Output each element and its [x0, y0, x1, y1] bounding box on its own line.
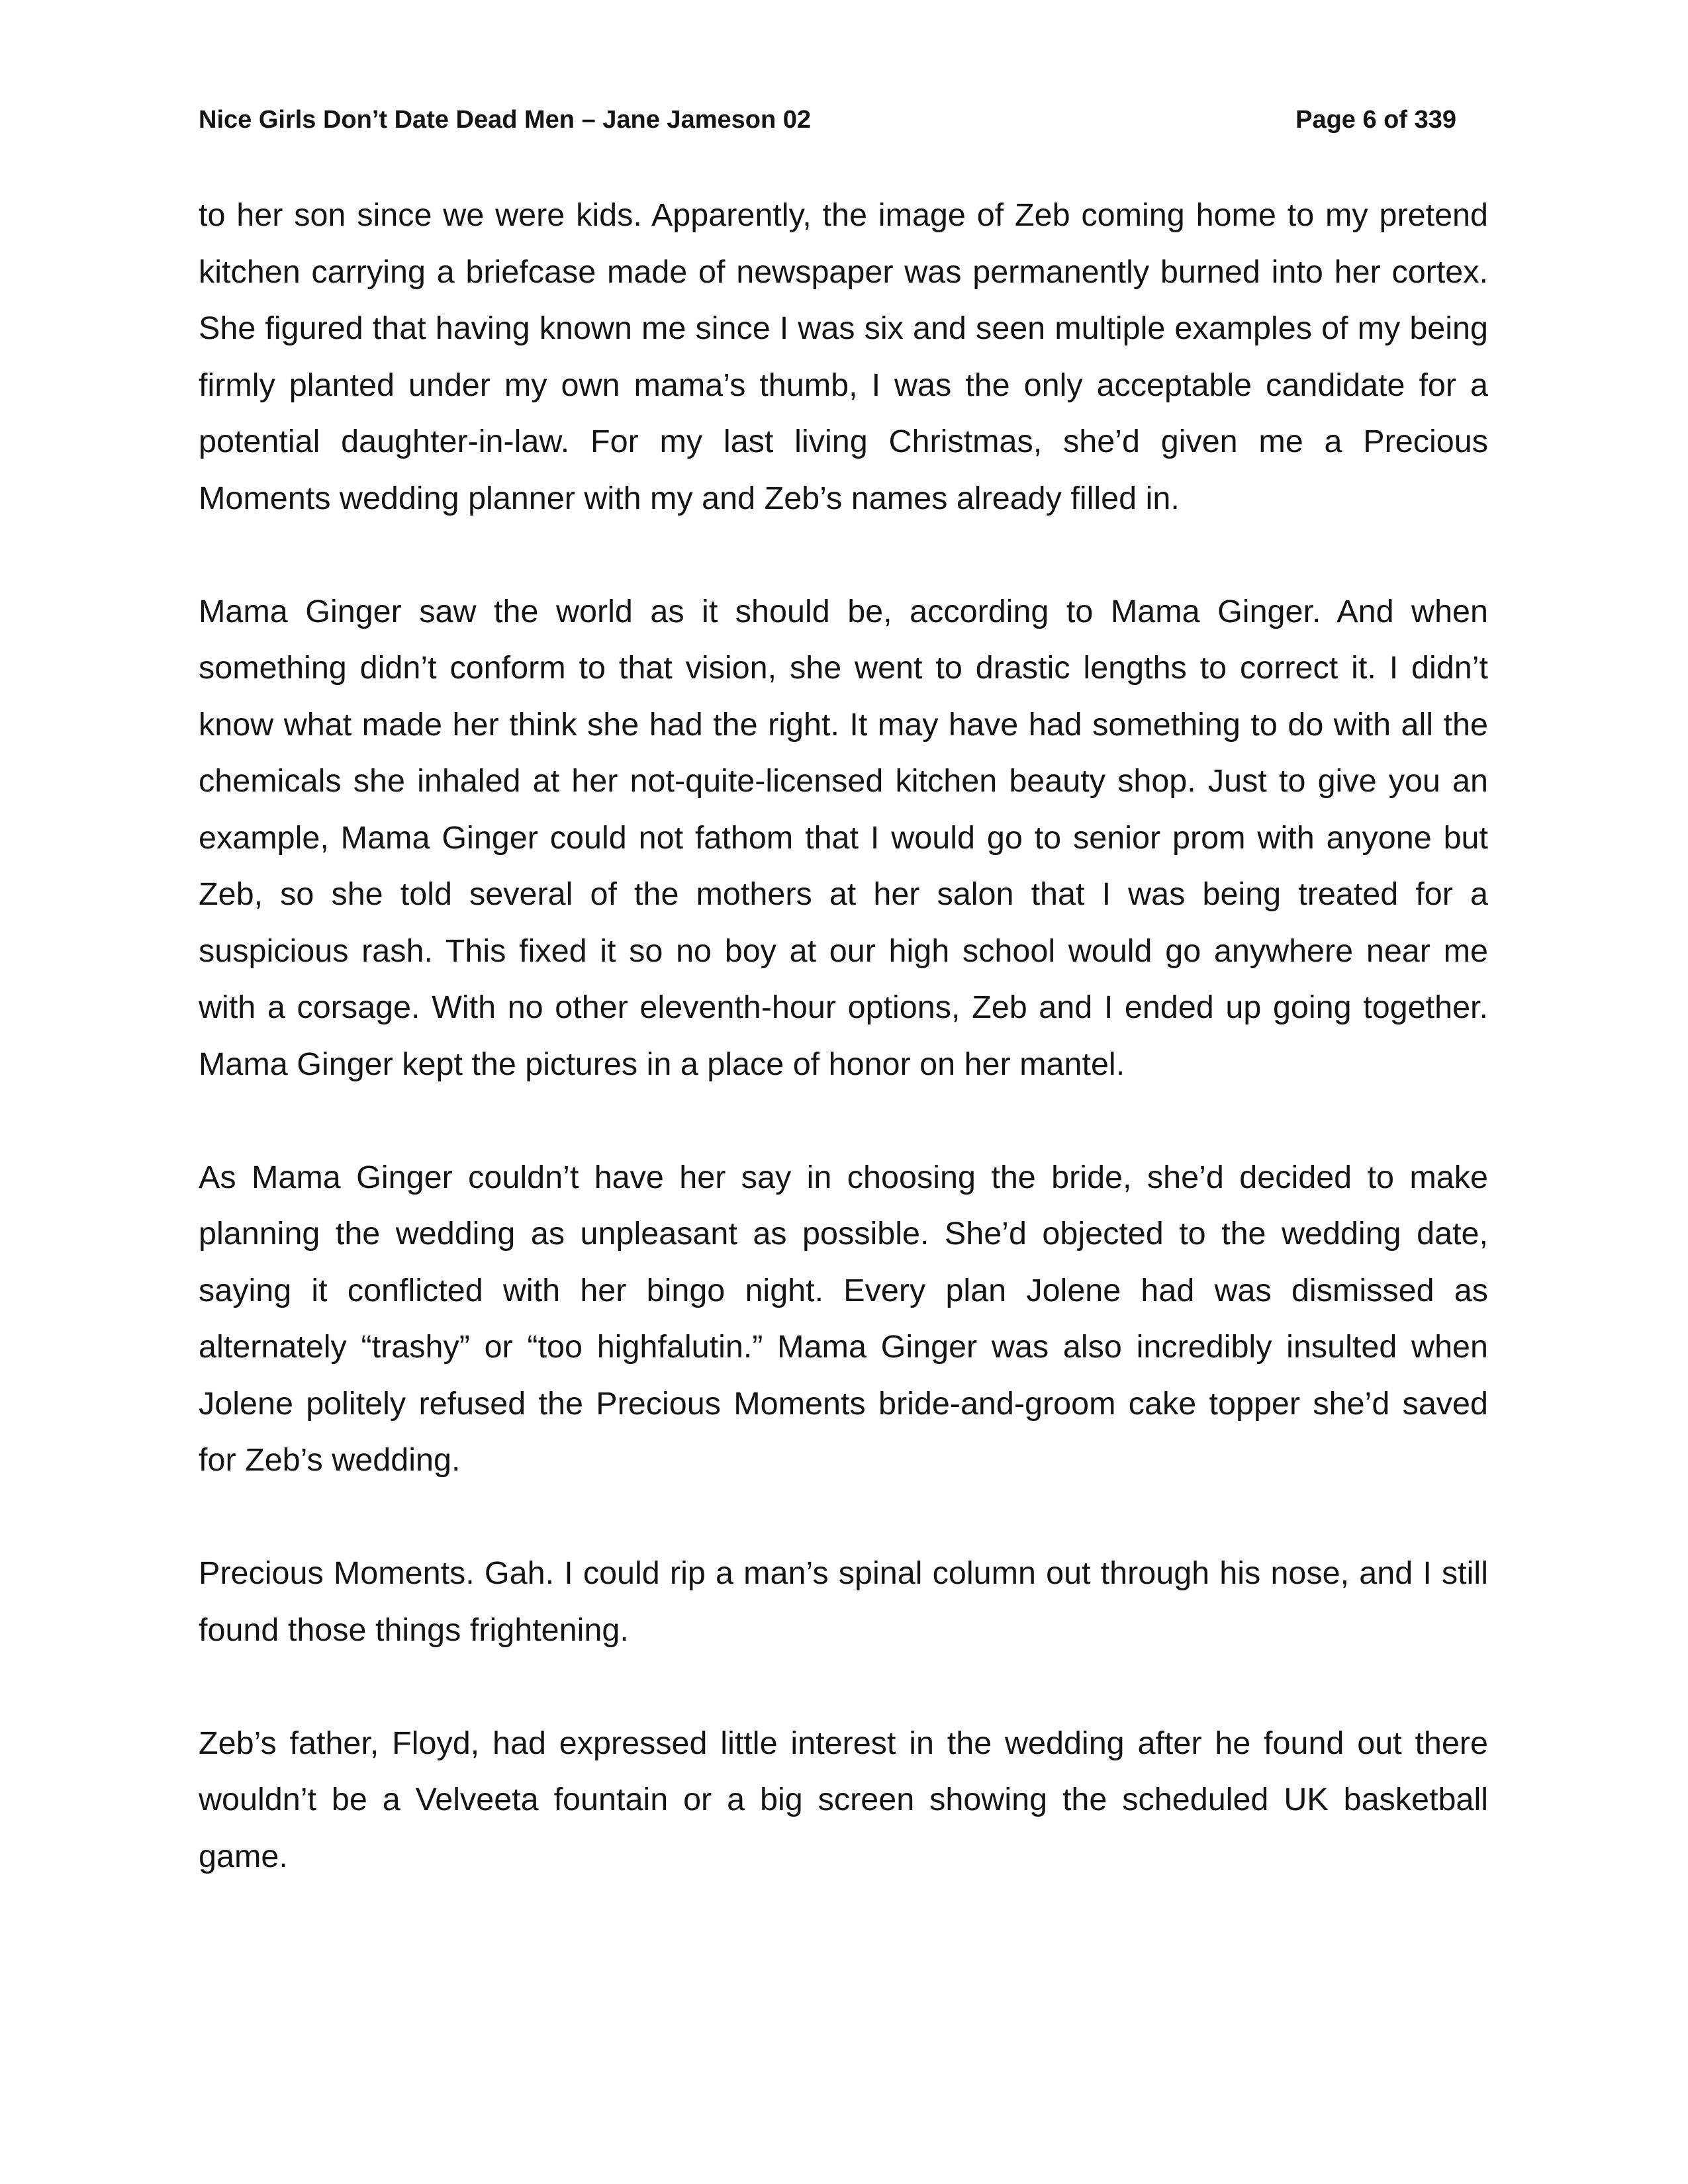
page-number: Page 6 of 339 — [1295, 106, 1456, 134]
paragraph: As Mama Ginger couldn’t have her say in choosing the bride, she’d decided to make planning the wedding as unpleasant as possible. She’d objected to the wedding date, saying it conflicted with her bingo night. Every plan Jolene had was dismissed as alternately “trashy” or “too highfalutin.” Mama Ginger was also incredibly insulted when Jolene politely refused the Precious Moments bride-and-groom cake topper she’d saved for Zeb’s wedding. — [199, 1159, 1488, 1478]
paragraph: Zeb’s father, Floyd, had expressed little interest in the wedding after he found out there wouldn’t be a Velveeta fountain or a big screen showing the scheduled UK basketball game. — [199, 1725, 1488, 1874]
paragraph: to her son since we were kids. Apparently, the image of Zeb coming home to my pretend kitchen carrying a briefcase made of newspaper was permanently burned into her cortex. She figured that having known me since I was six and seen multiple examples of my being firmly planted under my own mama’s thumb, I was the only acceptable candidate for a potential daughter-in-law. For my last living Christmas, she’d given me a Precious Moments wedding planner with my and Zeb’s names already filled in. — [199, 197, 1488, 516]
body-text — [199, 187, 1488, 1885]
running-header — [199, 96, 1456, 144]
paragraph: Mama Ginger saw the world as it should be, according to Mama Ginger. And when something didn’t conform to that vision, she went to drastic lengths to correct it. I didn’t know what made her think she had the right. It may have had something to do with all the chemicals she inhaled at her not-quite-licensed kitchen beauty shop. Just to give you an example, Mama Ginger could not fathom that I would go to senior prom with anyone but Zeb, so she told several of the mothers at her salon that I was being treated for a suspicious rash. This fixed it so no boy at our high school would go anywhere near me with a corsage. With no other eleventh-hour options, Zeb and I ended up going together. Mama Ginger kept the pictures in a place of honor on her mantel. — [199, 593, 1488, 1082]
book-title: Nice Girls Don’t Date Dead Men – Jane Jameson 02 — [199, 106, 812, 134]
paragraph: Precious Moments. Gah. I could rip a man’s spinal column out through his nose, and I still found those things frightening. — [199, 1555, 1488, 1648]
